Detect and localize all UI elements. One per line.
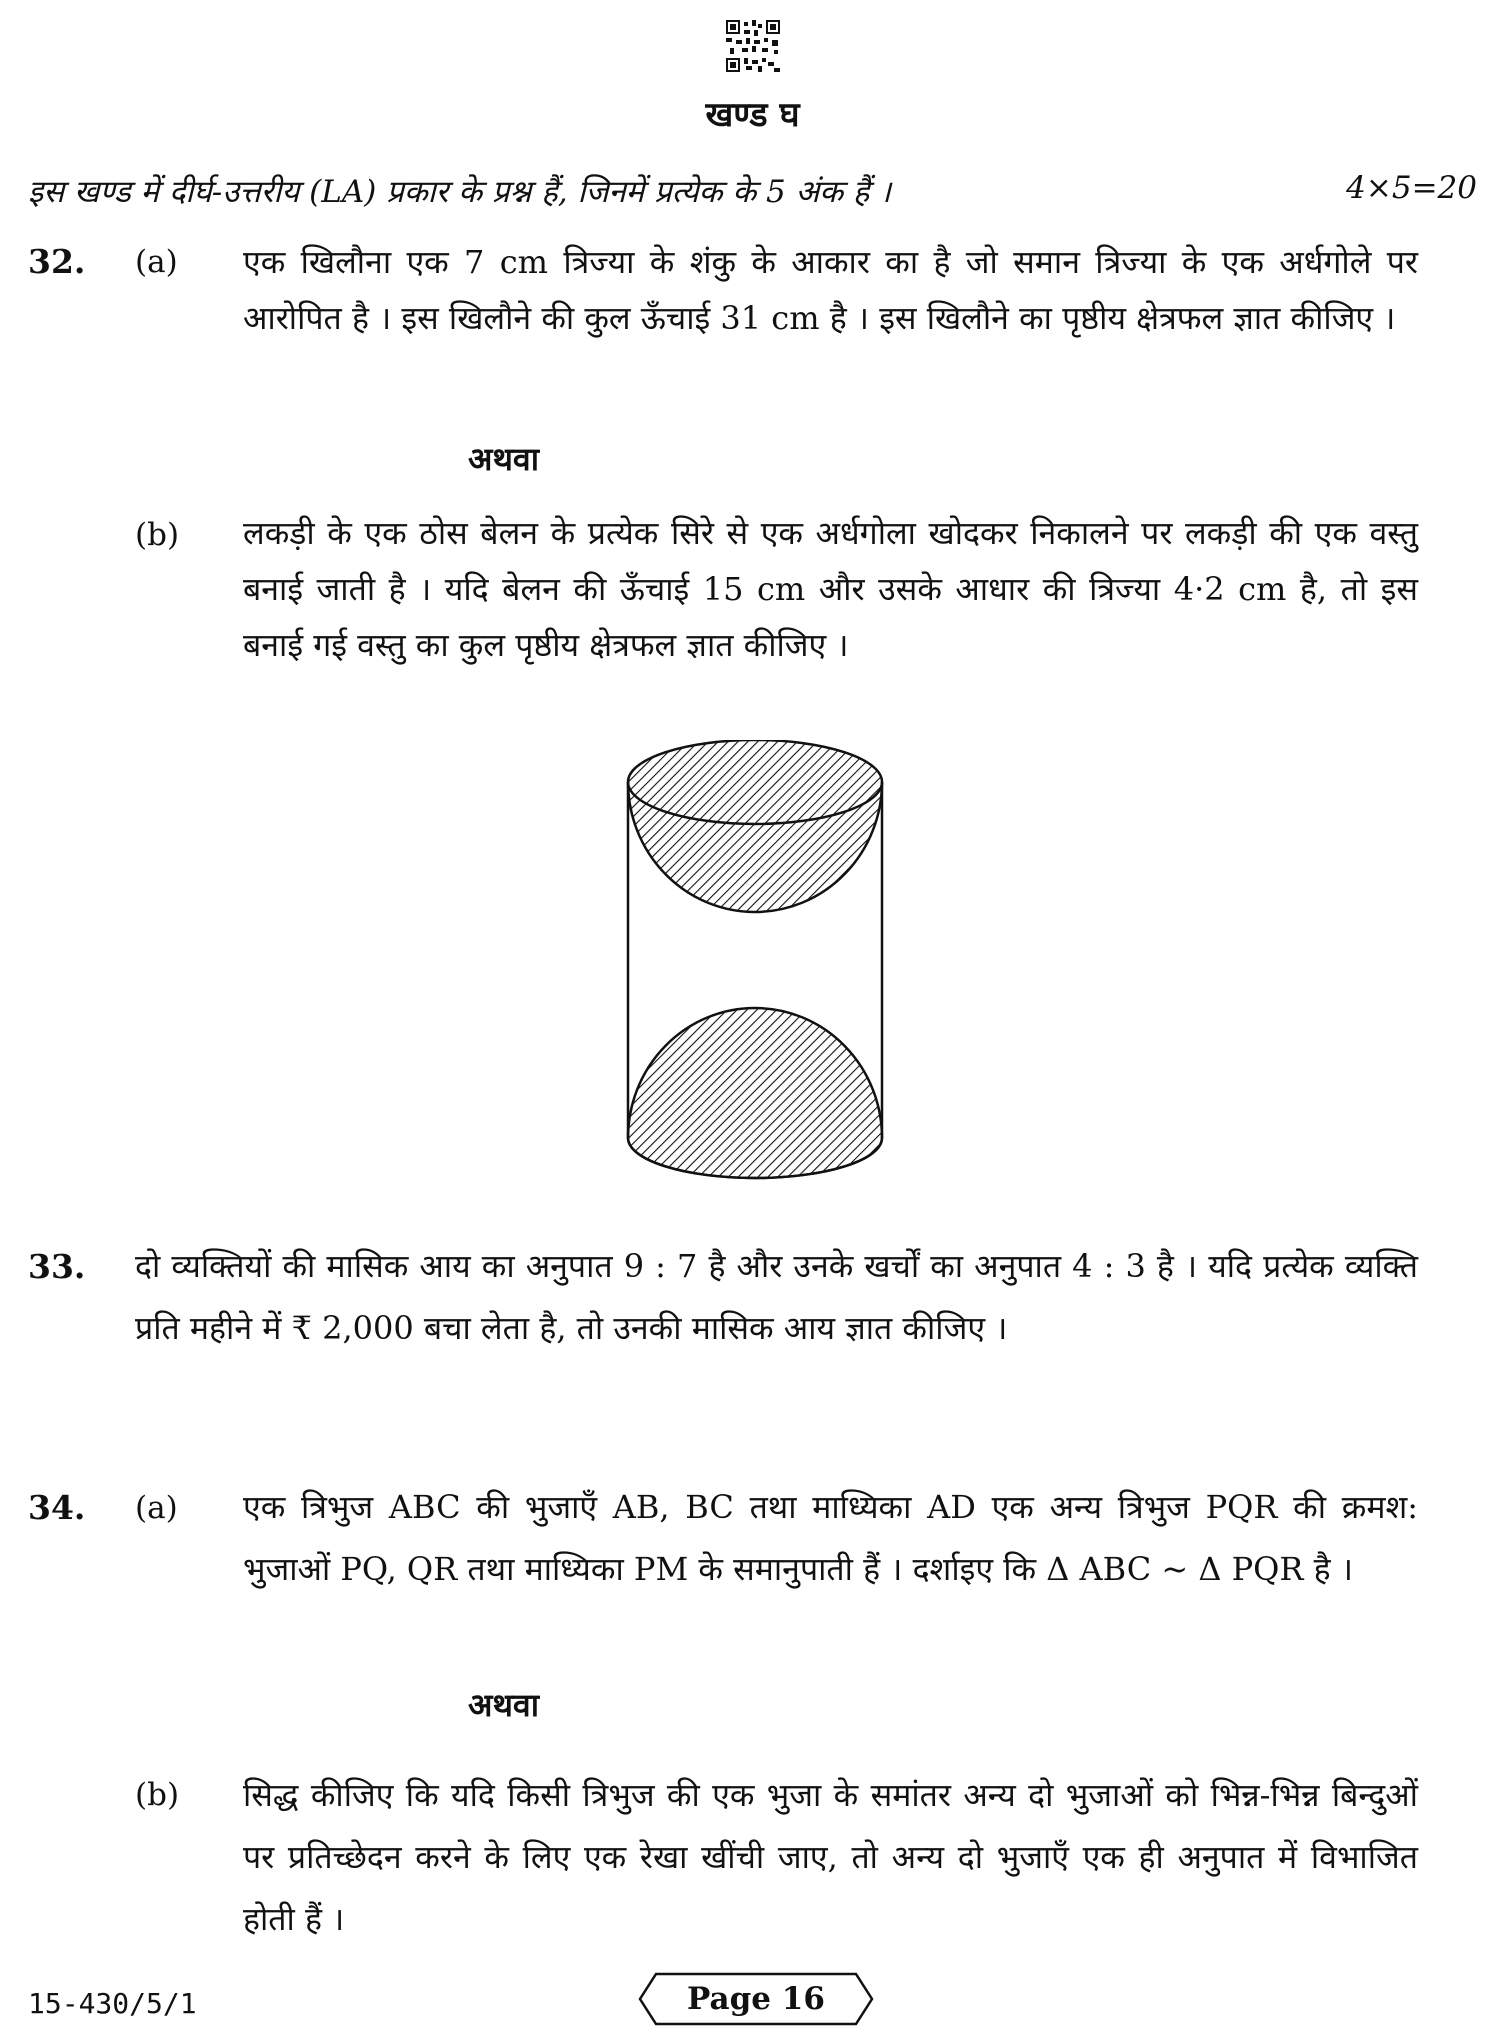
question-33-text: दो व्यक्तियों की मासिक आय का अनुपात 9 : 7 है और उनके खर्चों का अनुपात 4 : 3 है । यदि प्रत्येक व्यक्ति प्रति महीने में ₹ 2,000 बचा लेता है, तो उनकी मासिक आय ज्ञात कीजिए । xyxy=(135,1247,1418,1347)
question-34b-text: सिद्ध कीजिए कि यदि किसी त्रिभुज की एक भुजा के समांतर अन्य दो भुजाओं को भिन्न-भिन्न बिन्दुओं पर प्रतिच्छेदन करने के लिए एक रेखा खींची जाए, तो अन्य दो भुजाएँ एक ही अनुपात में विभाजित होती हैं । xyxy=(243,1776,1418,1938)
question-34a-text: एक त्रिभुज ABC की भुजाएँ AB, BC तथा माध्यिका AD एक अन्य त्रिभुज PQR की क्रमश: भुजाओं PQ, QR तथा माध्यिका PM के समानुपाती हैं । दर्शाइए कि Δ ABC ~ Δ PQR है । xyxy=(243,1488,1418,1588)
section-instruction: इस खण्ड में दीर्घ-उत्तरीय (LA) प्रकार के प्रश्न हैं, जिनमें प्रत्येक के 5 अंक हैं । xyxy=(28,174,891,210)
section-title: खण्ड घ xyxy=(705,95,800,135)
or-divider-32: अथवा xyxy=(468,440,539,478)
cylinder-hemisphere-figure xyxy=(620,740,890,1180)
question-32b-text: लकड़ी के एक ठोस बेलन के प्रत्येक सिरे से एक अर्धगोला खोदकर निकालने पर लकड़ी की एक वस्तु बनाई जाती है । यदि बेलन की ऊँचाई 15 cm और उसके आधार की त्रिज्या 4·2 cm है, तो इस बनाई गई वस्तु का कुल पृष्ठीय क्षेत्रफल ज्ञात कीजिए । xyxy=(243,514,1418,664)
section-marks: 4×5=20 xyxy=(1346,170,1477,206)
question-32b-label: (b) xyxy=(135,517,180,553)
or-divider-34: अथवा xyxy=(468,1686,539,1724)
question-number-33: 33. xyxy=(28,1247,86,1286)
question-32a-text: एक खिलौना एक 7 cm त्रिज्या के शंकु के आकार का है जो समान त्रिज्या के एक अर्धगोले पर आरोपित है । इस खिलौने की कुल ऊँचाई 31 cm है । इस खिलौने का पृष्ठीय क्षेत्रफल ज्ञात कीजिए । xyxy=(243,243,1418,337)
question-34b-label: (b) xyxy=(135,1777,180,1813)
question-number-32: 32. xyxy=(28,242,86,281)
question-number-34: 34. xyxy=(28,1488,86,1527)
paper-code: 15-430/5/1 xyxy=(28,1987,197,2020)
page-number: Page 16 xyxy=(687,1981,825,2017)
question-32a-label: (a) xyxy=(135,244,178,280)
qr-code-icon xyxy=(726,20,780,72)
question-34a-label: (a) xyxy=(135,1490,178,1526)
